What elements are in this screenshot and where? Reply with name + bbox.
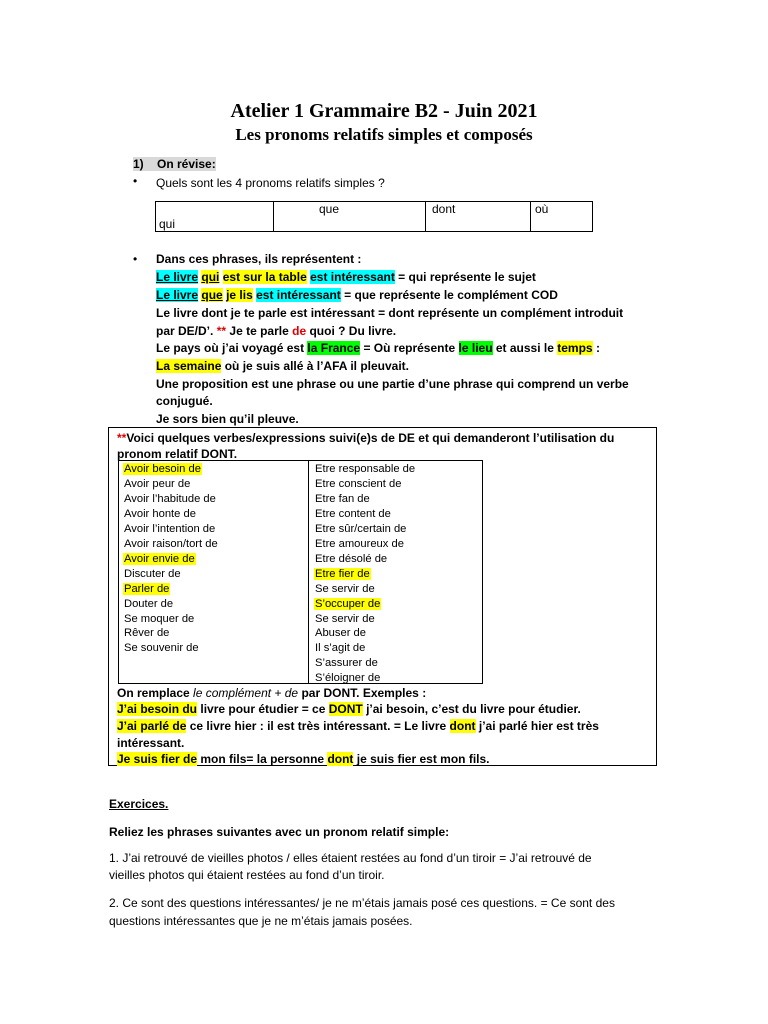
exercise-item: 1. J’ai retrouvé de vieilles photos / elles étaient restées au fond d’un tiroir = J’ai retrouvé de [109, 851, 592, 865]
example-sentence: Je suis fier de mon fils= la personne dont je suis fier est mon fils. [117, 752, 490, 766]
verb-item: Avoir envie de [124, 552, 195, 565]
verbs-right-column [314, 462, 416, 686]
verb-item: Se moquer de [124, 612, 195, 625]
section-number: 1) [133, 157, 144, 171]
replace-rule: On remplace le complément + de par DONT. Exemples : [117, 686, 427, 700]
verb-item: Avoir l’habitude de [124, 492, 216, 505]
pronoun-cell: que [274, 202, 426, 232]
verb-item: Rêver de [124, 627, 170, 640]
exercise-item: questions intéressantes que je ne m’étais jamais posées. [109, 914, 413, 928]
bullet-icon: • [133, 174, 138, 188]
section-heading [133, 157, 216, 171]
verb-item: Il s’agit de [315, 642, 366, 655]
example-line: Le pays où j’ai voyagé est la France = Où représente le lieu et aussi le temps : [156, 341, 600, 355]
example-sentence: intéressant. [117, 736, 185, 750]
example-sentence: J’ai besoin du livre pour étudier = ce DONT j’ai besoin, c’est du livre pour étudier. [117, 702, 581, 716]
verb-item: Etre content de [315, 507, 391, 520]
verb-item: S’éloigner de [315, 672, 381, 685]
verb-item: Avoir peur de [124, 477, 191, 490]
box-intro: **Voici quelques verbes/expressions suivi(e)s de DE et qui demanderont l’utilisation du [117, 431, 615, 445]
example-line: Le livre que je lis est intéressant = que représente le complément COD [156, 288, 558, 302]
verb-item: Avoir l’intention de [124, 522, 216, 535]
exercise-item: 2. Ce sont des questions intéressantes/ je ne m’étais jamais posé ces questions. = Ce sont des [109, 896, 615, 910]
verb-item: Etre fier de [315, 567, 370, 580]
verb-item: Discuter de [124, 567, 181, 580]
verb-item: S’occuper de [315, 597, 381, 610]
verb-item: Se servir de [315, 612, 375, 625]
example-line: La semaine où je suis allé à l’AFA il pleuvait. [156, 359, 409, 373]
verb-item: Parler de [124, 582, 170, 595]
verbs-left-column [123, 462, 219, 656]
exercises-heading: Exercices. [109, 797, 169, 811]
pronouns-table [155, 201, 593, 232]
verb-item: Avoir honte de [124, 507, 196, 520]
bullet-intro: Dans ces phrases, ils représentent : [156, 252, 362, 266]
example-line: Une proposition est une phrase ou une partie d’une phrase qui comprend un verbe [156, 377, 629, 391]
bullet-question: Quels sont les 4 pronoms relatifs simples ? [156, 176, 385, 190]
example-line: par DE/D’. ** Je te parle de quoi ? Du livre. [156, 324, 397, 338]
bullet-icon: • [133, 252, 138, 266]
verb-item: Etre conscient de [315, 477, 402, 490]
verbs-table [118, 460, 483, 684]
verb-item: Se souvenir de [124, 642, 199, 655]
exercises-instruction: Reliez les phrases suivantes avec un pronom relatif simple: [109, 825, 450, 839]
verb-item: S’assurer de [315, 657, 378, 670]
verb-item: Etre sûr/certain de [315, 522, 407, 535]
page-subtitle: Les pronoms relatifs simples et composés [235, 125, 533, 144]
verb-item: Etre fan de [315, 492, 370, 505]
exercise-item: vieilles photos qui étaient restées au fond d’un tiroir. [109, 868, 385, 882]
pronoun-cell: qui [156, 202, 274, 232]
verb-item: Etre désolé de [315, 552, 388, 565]
example-line: Le livre qui est sur la table est intéressant = qui représente le sujet [156, 270, 536, 284]
example-line: Je sors bien qu’il pleuve. [156, 412, 299, 426]
example-line: Le livre dont je te parle est intéressant = dont représente un complément introduit [156, 306, 624, 320]
example-line: conjugué. [156, 394, 213, 408]
verb-item: Etre amoureux de [315, 537, 404, 550]
page-title: Atelier 1 Grammaire B2 - Juin 2021 [230, 100, 538, 122]
pronoun-cell: où [531, 202, 593, 232]
verb-item: Avoir raison/tort de [124, 537, 218, 550]
pronoun-cell: dont [426, 202, 531, 232]
verb-item: Douter de [124, 597, 174, 610]
verb-item: Avoir besoin de [124, 463, 201, 475]
example-sentence: J’ai parlé de ce livre hier : il est très intéressant. = Le livre dont j’ai parlé hier est très [117, 719, 599, 733]
section-label: On révise: [157, 157, 216, 171]
verb-item: Se servir de [315, 582, 375, 595]
verb-item: Abuser de [315, 627, 366, 640]
verb-item: Etre responsable de [315, 463, 416, 475]
box-intro-line2: pronom relatif DONT. [117, 447, 238, 461]
